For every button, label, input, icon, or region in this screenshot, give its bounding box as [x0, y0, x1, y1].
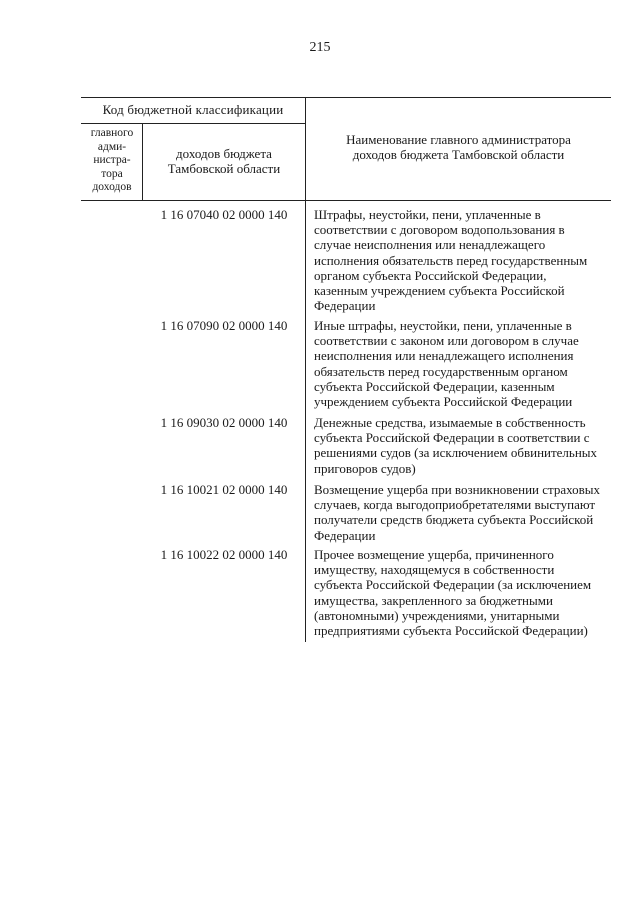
row-income-code: 1 16 09030 02 0000 140 [160, 415, 288, 430]
row-description-line: соответствии с законом или договором в случае [314, 333, 579, 349]
row-description-line: имущества, закрепленного за бюджетными [314, 592, 553, 608]
row-description-line: Иные штрафы, неустойки, пени, уплаченные в [314, 318, 572, 333]
row-description-line: имуществу, находящемуся в собственности [314, 562, 555, 578]
row-description-line: субъекта Российской Федерации (за исключением [314, 577, 592, 593]
header-regional-budget-income-line: Тамбовской области [167, 161, 281, 176]
header-administrator-name-line: доходов бюджета Тамбовской области [352, 147, 565, 162]
header-chief-administrator-line: доходов [92, 181, 132, 193]
row-description-line: Федерации [314, 527, 376, 543]
table-top-rule [81, 97, 611, 98]
header-chief-administrator [82, 127, 142, 195]
row-description-line: органом субъекта Российской Федерации, [314, 267, 547, 283]
row-description-line: обязательств перед государственным органом [314, 363, 568, 379]
row-description-line: субъекта Российской Федерации, казенным [314, 378, 555, 394]
row-description-line: Денежные средства, изымаемые в собственность [314, 415, 586, 430]
row-income-code: 1 16 07090 02 0000 140 [160, 318, 288, 333]
header-chief-administrator-line: тора [101, 167, 123, 180]
row-description-line: Прочее возмещение ущерба, причиненного [314, 547, 554, 562]
row-description-line: решениями судов (за исключением обвинительных [314, 445, 598, 461]
row-description-line: случаев, когда выгодоприобретателями выступают [314, 497, 596, 513]
row-description-line: Федерации [314, 298, 376, 314]
header-chief-administrator-line: адми- [97, 140, 127, 153]
row-description-line: случае неисполнения или ненадлежащего [314, 237, 546, 253]
header-regional-budget-income-line: доходов бюджета [176, 146, 272, 161]
row-description [314, 482, 606, 543]
row-description-line: Штрафы, неустойки, пени, уплаченные в [314, 207, 541, 222]
row-description-line: учреждением субъекта Российской Федерации [314, 394, 573, 410]
row-income-code: 1 16 10021 02 0000 140 [160, 482, 288, 497]
row-description-line: предприятиями субъекта Российской Федерации) [314, 623, 588, 639]
header-administrator-name [306, 132, 611, 162]
row-description [314, 547, 606, 638]
table-header-bottom-rule [81, 200, 611, 201]
row-description-line: (автономными) учреждениями, унитарными [314, 607, 560, 623]
header-budget-classification-code: Код бюджетной классификации [102, 102, 284, 117]
row-description-line: исполнения обязательств перед государственным [314, 252, 588, 268]
row-description [314, 318, 606, 409]
row-description-line: приговоров судов) [314, 460, 416, 476]
row-description-line: соответствии с договором водопользования в [314, 222, 565, 238]
row-description-line: неисполнения или ненадлежащего исполнения [314, 348, 574, 364]
row-description-line: казенным учреждением субъекта Российской [314, 283, 565, 299]
header-regional-budget-income [143, 146, 305, 176]
header-chief-administrator-line: главного [90, 127, 134, 139]
header-administrator-name-line: Наименование главного администратора [346, 132, 571, 147]
row-description-line: субъекта Российской Федерации в соответствии с [314, 430, 590, 446]
row-description [314, 415, 606, 476]
page-number: 215 [309, 40, 331, 55]
row-description [314, 207, 606, 313]
row-income-code: 1 16 07040 02 0000 140 [160, 207, 288, 222]
row-description-line: Возмещение ущерба при возникновении страховых [314, 482, 600, 497]
table-header-divider [81, 123, 305, 124]
header-chief-administrator-line: нистра- [93, 154, 131, 166]
row-income-code: 1 16 10022 02 0000 140 [160, 547, 288, 562]
row-description-line: получатели средств бюджета субъекта Российской [314, 512, 594, 528]
table-column-divider-2 [305, 97, 306, 642]
